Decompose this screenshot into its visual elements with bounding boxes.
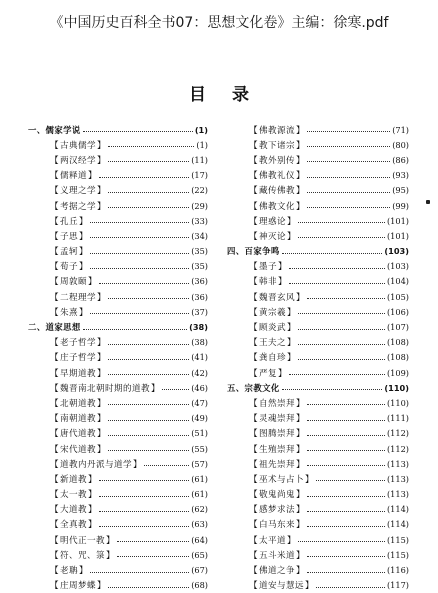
dot-leader (307, 518, 385, 527)
toc-entry-title: 【 神灭论 】 (249, 230, 296, 242)
toc-entry-title: 【 唐代道教 】 (50, 427, 106, 439)
toc-page-number: (113) (386, 489, 409, 500)
dot-leader (90, 260, 189, 269)
toc-entry-row (28, 244, 208, 259)
toc-entry-title: 【 全真教 】 (50, 518, 97, 530)
toc-page-number: (11) (191, 154, 208, 165)
toc-entry-title: 【 孟轲 】 (50, 245, 88, 257)
toc-entry-row (227, 578, 409, 593)
toc-page-number: (65) (191, 549, 208, 560)
toc-left-column (28, 122, 208, 593)
toc-entry-row (227, 213, 409, 228)
toc-entry-row (227, 487, 409, 502)
toc-page-number: (86) (392, 154, 409, 165)
toc-section-row (28, 122, 208, 137)
dot-leader (90, 229, 189, 238)
toc-page-number: (61) (191, 489, 208, 500)
toc-page-number: (64) (191, 534, 208, 545)
toc-entry-title: 【 祖先崇拜 】 (249, 458, 305, 470)
toc-entry-row (28, 259, 208, 274)
toc-page-number: (99) (392, 200, 409, 211)
toc-entry-row (28, 471, 208, 486)
toc-entry-title: 【 理惑论 】 (249, 215, 296, 227)
dot-leader (307, 290, 385, 299)
toc-entry-title: 【 藏传佛教 】 (249, 184, 305, 196)
dot-leader (99, 472, 189, 481)
toc-page-number: (93) (392, 170, 409, 181)
toc-entry-row (28, 456, 208, 471)
toc-section-row (227, 380, 409, 395)
toc-right-column (227, 122, 409, 593)
toc-entry-row (28, 213, 208, 228)
toc-entry-row (28, 411, 208, 426)
toc-page-number: (57) (191, 458, 208, 469)
toc-page-number: (107) (386, 322, 409, 333)
toc-page-number: (80) (392, 139, 409, 150)
dot-leader (307, 169, 390, 178)
toc-entry-title: 【 古典儒学 】 (50, 139, 106, 151)
dot-leader (307, 503, 385, 512)
toc-entry-row (28, 395, 208, 410)
toc-section-row (28, 319, 208, 334)
toc-entry-row (28, 502, 208, 517)
dot-leader (316, 472, 385, 481)
toc-entry-row (28, 304, 208, 319)
toc-entry-title: 【 太平道 】 (249, 534, 296, 546)
toc-entry-row (227, 562, 409, 577)
toc-entry-title: 【 王夫之 】 (249, 336, 296, 348)
toc-page-number: (62) (191, 504, 208, 515)
dot-leader (298, 336, 385, 345)
toc-page-number: (104) (386, 276, 409, 287)
toc-page-number: (22) (191, 185, 208, 196)
toc-entry-title: 【 魏晋南北朝时期的道教 】 (50, 382, 160, 394)
dot-leader (99, 503, 189, 512)
toc-entry-row (28, 152, 208, 167)
dot-leader (282, 245, 383, 254)
toc-page-number: (108) (386, 352, 409, 363)
toc-entry-title: 【 二程理学 】 (50, 291, 106, 303)
toc-page-number: (115) (386, 549, 409, 560)
toc-entry-title: 【 老聃 】 (50, 564, 88, 576)
toc-entry-title: 【 韩非 】 (249, 275, 287, 287)
dot-leader (307, 488, 385, 497)
toc-entry-title: 【 严复 】 (249, 367, 287, 379)
toc-entry-row (227, 335, 409, 350)
toc-page-number: (101) (386, 215, 409, 226)
toc-page-number: (105) (386, 291, 409, 302)
dot-leader (307, 442, 385, 451)
toc-page-number: (35) (191, 246, 208, 257)
toc-entry-title: 【 五斗米道 】 (249, 549, 305, 561)
toc-entry-row (227, 198, 409, 213)
toc-page-number: (110) (386, 397, 409, 408)
toc-entry-title: 【 佛教礼仪 】 (249, 169, 305, 181)
margin-mark (426, 200, 430, 204)
toc-entry-title: 【 明代正一教 】 (50, 534, 115, 546)
dot-leader (298, 351, 385, 360)
toc-page-number: (34) (191, 230, 208, 241)
toc-page-number: (61) (191, 473, 208, 484)
toc-entry-row (28, 274, 208, 289)
toc-entry-title: 【 佛教源流 】 (249, 124, 305, 136)
toc-entry-title: 【 教外别传 】 (249, 154, 305, 166)
toc-entry-row (28, 350, 208, 365)
toc-entry-title: 【 符、咒、箓 】 (50, 549, 115, 561)
toc-entry-title: 【 敬鬼尚鬼 】 (249, 488, 305, 500)
toc-section-title: 五、宗教文化 (227, 382, 280, 393)
dot-leader (298, 321, 385, 330)
dot-leader (298, 305, 385, 314)
toc-entry-title: 【 北朝道教 】 (50, 397, 106, 409)
toc-page-number: (38) (191, 337, 208, 348)
toc-page-number: (67) (191, 565, 208, 576)
dot-leader (307, 199, 390, 208)
dot-leader (99, 518, 189, 527)
dot-leader (108, 153, 189, 162)
toc-entry-row (28, 335, 208, 350)
toc-entry-title: 【 儒释道 】 (50, 169, 97, 181)
dot-leader (307, 153, 390, 162)
toc-entry-title: 【 灵魂崇拜 】 (249, 412, 305, 424)
dot-leader (108, 336, 189, 345)
dot-leader (307, 123, 390, 132)
dot-leader (108, 351, 189, 360)
toc-entry-row (227, 411, 409, 426)
toc-entry-row (227, 532, 409, 547)
toc-page-number: (114) (386, 519, 409, 530)
toc-entry-row (227, 456, 409, 471)
toc-page-number: (47) (191, 397, 208, 408)
toc-entry-title: 【 早期道教 】 (50, 367, 106, 379)
toc-page-number: (37) (191, 306, 208, 317)
toc-page-number: (1) (196, 139, 208, 150)
toc-entry-row (227, 395, 409, 410)
toc-entry-row (227, 289, 409, 304)
dot-leader (289, 366, 385, 375)
toc-entry-row (227, 228, 409, 243)
dot-leader (307, 548, 385, 557)
toc-page-number: (38) (189, 322, 208, 333)
toc-page-number: (106) (386, 306, 409, 317)
dot-leader (282, 381, 383, 390)
dot-leader (108, 427, 189, 436)
toc-entry-row (227, 274, 409, 289)
toc-page-number: (101) (386, 230, 409, 241)
toc-page-number: (103) (386, 261, 409, 272)
dot-leader (144, 457, 189, 466)
toc-page-number: (113) (386, 473, 409, 484)
toc-section-title: 二、道家思想 (28, 322, 81, 333)
toc-entry-row (227, 152, 409, 167)
toc-entry-title: 【 新道教 】 (50, 473, 97, 485)
toc-entry-row (227, 304, 409, 319)
toc-page-number: (46) (191, 382, 208, 393)
dot-leader (90, 245, 189, 254)
dot-leader (307, 457, 385, 466)
toc-page-number: (17) (191, 170, 208, 181)
toc-entry-row (28, 198, 208, 213)
toc-entry-title: 【 义理之学 】 (50, 184, 106, 196)
toc-entry-title: 【 宋代道教 】 (50, 443, 106, 455)
dot-leader (289, 260, 385, 269)
toc-section-row (227, 244, 409, 259)
toc-page-number: (71) (392, 124, 409, 135)
toc-entry-title: 【 教下诸宗 】 (249, 139, 305, 151)
toc-entry-row (28, 547, 208, 562)
dot-leader (99, 169, 189, 178)
toc-entry-row (28, 426, 208, 441)
toc-entry-title: 【 顾炎武 】 (249, 321, 296, 333)
toc-page-number: (49) (191, 413, 208, 424)
toc-entry-row (227, 168, 409, 183)
toc-entry-row (28, 441, 208, 456)
toc-page-number: (29) (191, 200, 208, 211)
toc-entry-title: 【 道安与慧远 】 (249, 579, 314, 591)
toc-entry-title: 【 子思 】 (50, 230, 88, 242)
toc-heading: 目录 (189, 85, 275, 105)
dot-leader (108, 396, 189, 405)
toc-entry-title: 【 巫术与占卜 】 (249, 473, 314, 485)
toc-entry-row (28, 578, 208, 593)
dot-leader (108, 366, 189, 375)
toc-entry-title: 【 黄宗羲 】 (249, 306, 296, 318)
toc-entry-title: 【 孔丘 】 (50, 215, 88, 227)
dot-leader (298, 533, 385, 542)
toc-page-number: (117) (386, 580, 409, 591)
toc-entry-row (227, 259, 409, 274)
toc-entry-title: 【 魏晋玄风 】 (249, 291, 305, 303)
toc-page-number: (35) (191, 261, 208, 272)
toc-page-number: (112) (386, 443, 409, 454)
toc-entry-row (28, 137, 208, 152)
toc-page-number: (95) (392, 185, 409, 196)
toc-entry-title: 【 周敦颐 】 (50, 275, 97, 287)
toc-page-number: (110) (384, 382, 409, 393)
toc-page-number: (63) (191, 519, 208, 530)
dot-leader (99, 275, 189, 284)
toc-entry-row (227, 365, 409, 380)
toc-entry-row (28, 562, 208, 577)
dot-leader (83, 321, 187, 330)
dot-leader (83, 123, 193, 132)
toc-page-number: (42) (191, 367, 208, 378)
dot-leader (108, 442, 189, 451)
dot-leader (108, 138, 194, 147)
dot-leader (316, 579, 385, 588)
toc-page-number: (113) (386, 458, 409, 469)
toc-page-number: (36) (191, 291, 208, 302)
toc-entry-row (227, 319, 409, 334)
toc-entry-row (28, 365, 208, 380)
toc-page-number: (36) (191, 276, 208, 287)
toc-page-number: (68) (191, 580, 208, 591)
dot-leader (162, 381, 189, 390)
toc-entry-row (28, 517, 208, 532)
toc-entry-row (227, 517, 409, 532)
document-header-title: 《中国历史百科全书07：思想文化卷》主编：徐寒.pdf (49, 15, 389, 31)
dot-leader (99, 488, 189, 497)
dot-leader (307, 564, 385, 573)
toc-page-number: (116) (386, 565, 409, 576)
dot-leader (108, 290, 189, 299)
toc-entry-title: 【 白马东来 】 (249, 518, 305, 530)
dot-leader (298, 214, 385, 223)
toc-entry-row (28, 532, 208, 547)
toc-entry-title: 【 道教内丹派与道学 】 (50, 458, 142, 470)
toc-entry-title: 【 自然崇拜 】 (249, 397, 305, 409)
toc-entry-row (227, 441, 409, 456)
toc-section-title: 四、百家争鸣 (227, 246, 280, 257)
toc-entry-row (28, 380, 208, 395)
dot-leader (298, 229, 385, 238)
toc-entry-title: 【 佛道之争 】 (249, 564, 305, 576)
toc-entry-title: 【 太一教 】 (50, 488, 97, 500)
dot-leader (307, 427, 385, 436)
toc-page-number: (115) (386, 534, 409, 545)
dot-leader (307, 396, 385, 405)
toc-entry-row (28, 228, 208, 243)
toc-entry-row (28, 168, 208, 183)
toc-entry-title: 【 大道教 】 (50, 503, 97, 515)
toc-entry-row (227, 502, 409, 517)
toc-page-number: (109) (386, 367, 409, 378)
dot-leader (289, 275, 385, 284)
toc-entry-row (227, 426, 409, 441)
dot-leader (108, 412, 189, 421)
toc-entry-title: 【 庄周梦蝶 】 (50, 579, 106, 591)
toc-entry-title: 【 感梦求法 】 (249, 503, 305, 515)
toc-section-title: 一、儒家学说 (28, 124, 81, 135)
toc-entry-title: 【 荀子 】 (50, 260, 88, 272)
dot-leader (307, 184, 390, 193)
toc-page-number: (55) (191, 443, 208, 454)
toc-entry-title: 【 考据之学 】 (50, 200, 106, 212)
toc-entry-row (227, 137, 409, 152)
toc-page-number: (108) (386, 337, 409, 348)
toc-page-number: (111) (386, 413, 409, 424)
toc-page-number: (103) (384, 246, 409, 257)
toc-entry-row (28, 487, 208, 502)
dot-leader (90, 214, 189, 223)
toc-entry-title: 【 两汉经学 】 (50, 154, 106, 166)
toc-entry-title: 【 庄子哲学 】 (50, 351, 106, 363)
toc-entry-title: 【 老子哲学 】 (50, 336, 106, 348)
dot-leader (117, 533, 189, 542)
toc-entry-row (28, 289, 208, 304)
dot-leader (90, 564, 189, 573)
toc-entry-title: 【 墨子 】 (249, 260, 287, 272)
dot-leader (90, 305, 189, 314)
toc-entry-title: 【 龚自珍 】 (249, 351, 296, 363)
toc-entry-title: 【 生殖崇拜 】 (249, 443, 305, 455)
dot-leader (307, 138, 390, 147)
toc-page-number: (33) (191, 215, 208, 226)
dot-leader (117, 548, 189, 557)
toc-entry-title: 【 图腾崇拜 】 (249, 427, 305, 439)
dot-leader (108, 579, 189, 588)
toc-entry-row (227, 547, 409, 562)
toc-page-number: (51) (191, 428, 208, 439)
toc-entry-row (227, 183, 409, 198)
toc-page-number: (114) (386, 504, 409, 515)
toc-entry-row (28, 183, 208, 198)
toc-page-number: (41) (191, 352, 208, 363)
toc-page-number: (112) (386, 428, 409, 439)
dot-leader (108, 199, 189, 208)
dot-leader (307, 412, 385, 421)
toc-page-number: (1) (194, 124, 208, 135)
dot-leader (108, 184, 189, 193)
toc-entry-row (227, 122, 409, 137)
toc-entry-row (227, 350, 409, 365)
toc-entry-title: 【 南朝道教 】 (50, 412, 106, 424)
toc-entry-title: 【 佛教文化 】 (249, 200, 305, 212)
toc-entry-row (227, 471, 409, 486)
toc-entry-title: 【 朱熹 】 (50, 306, 88, 318)
